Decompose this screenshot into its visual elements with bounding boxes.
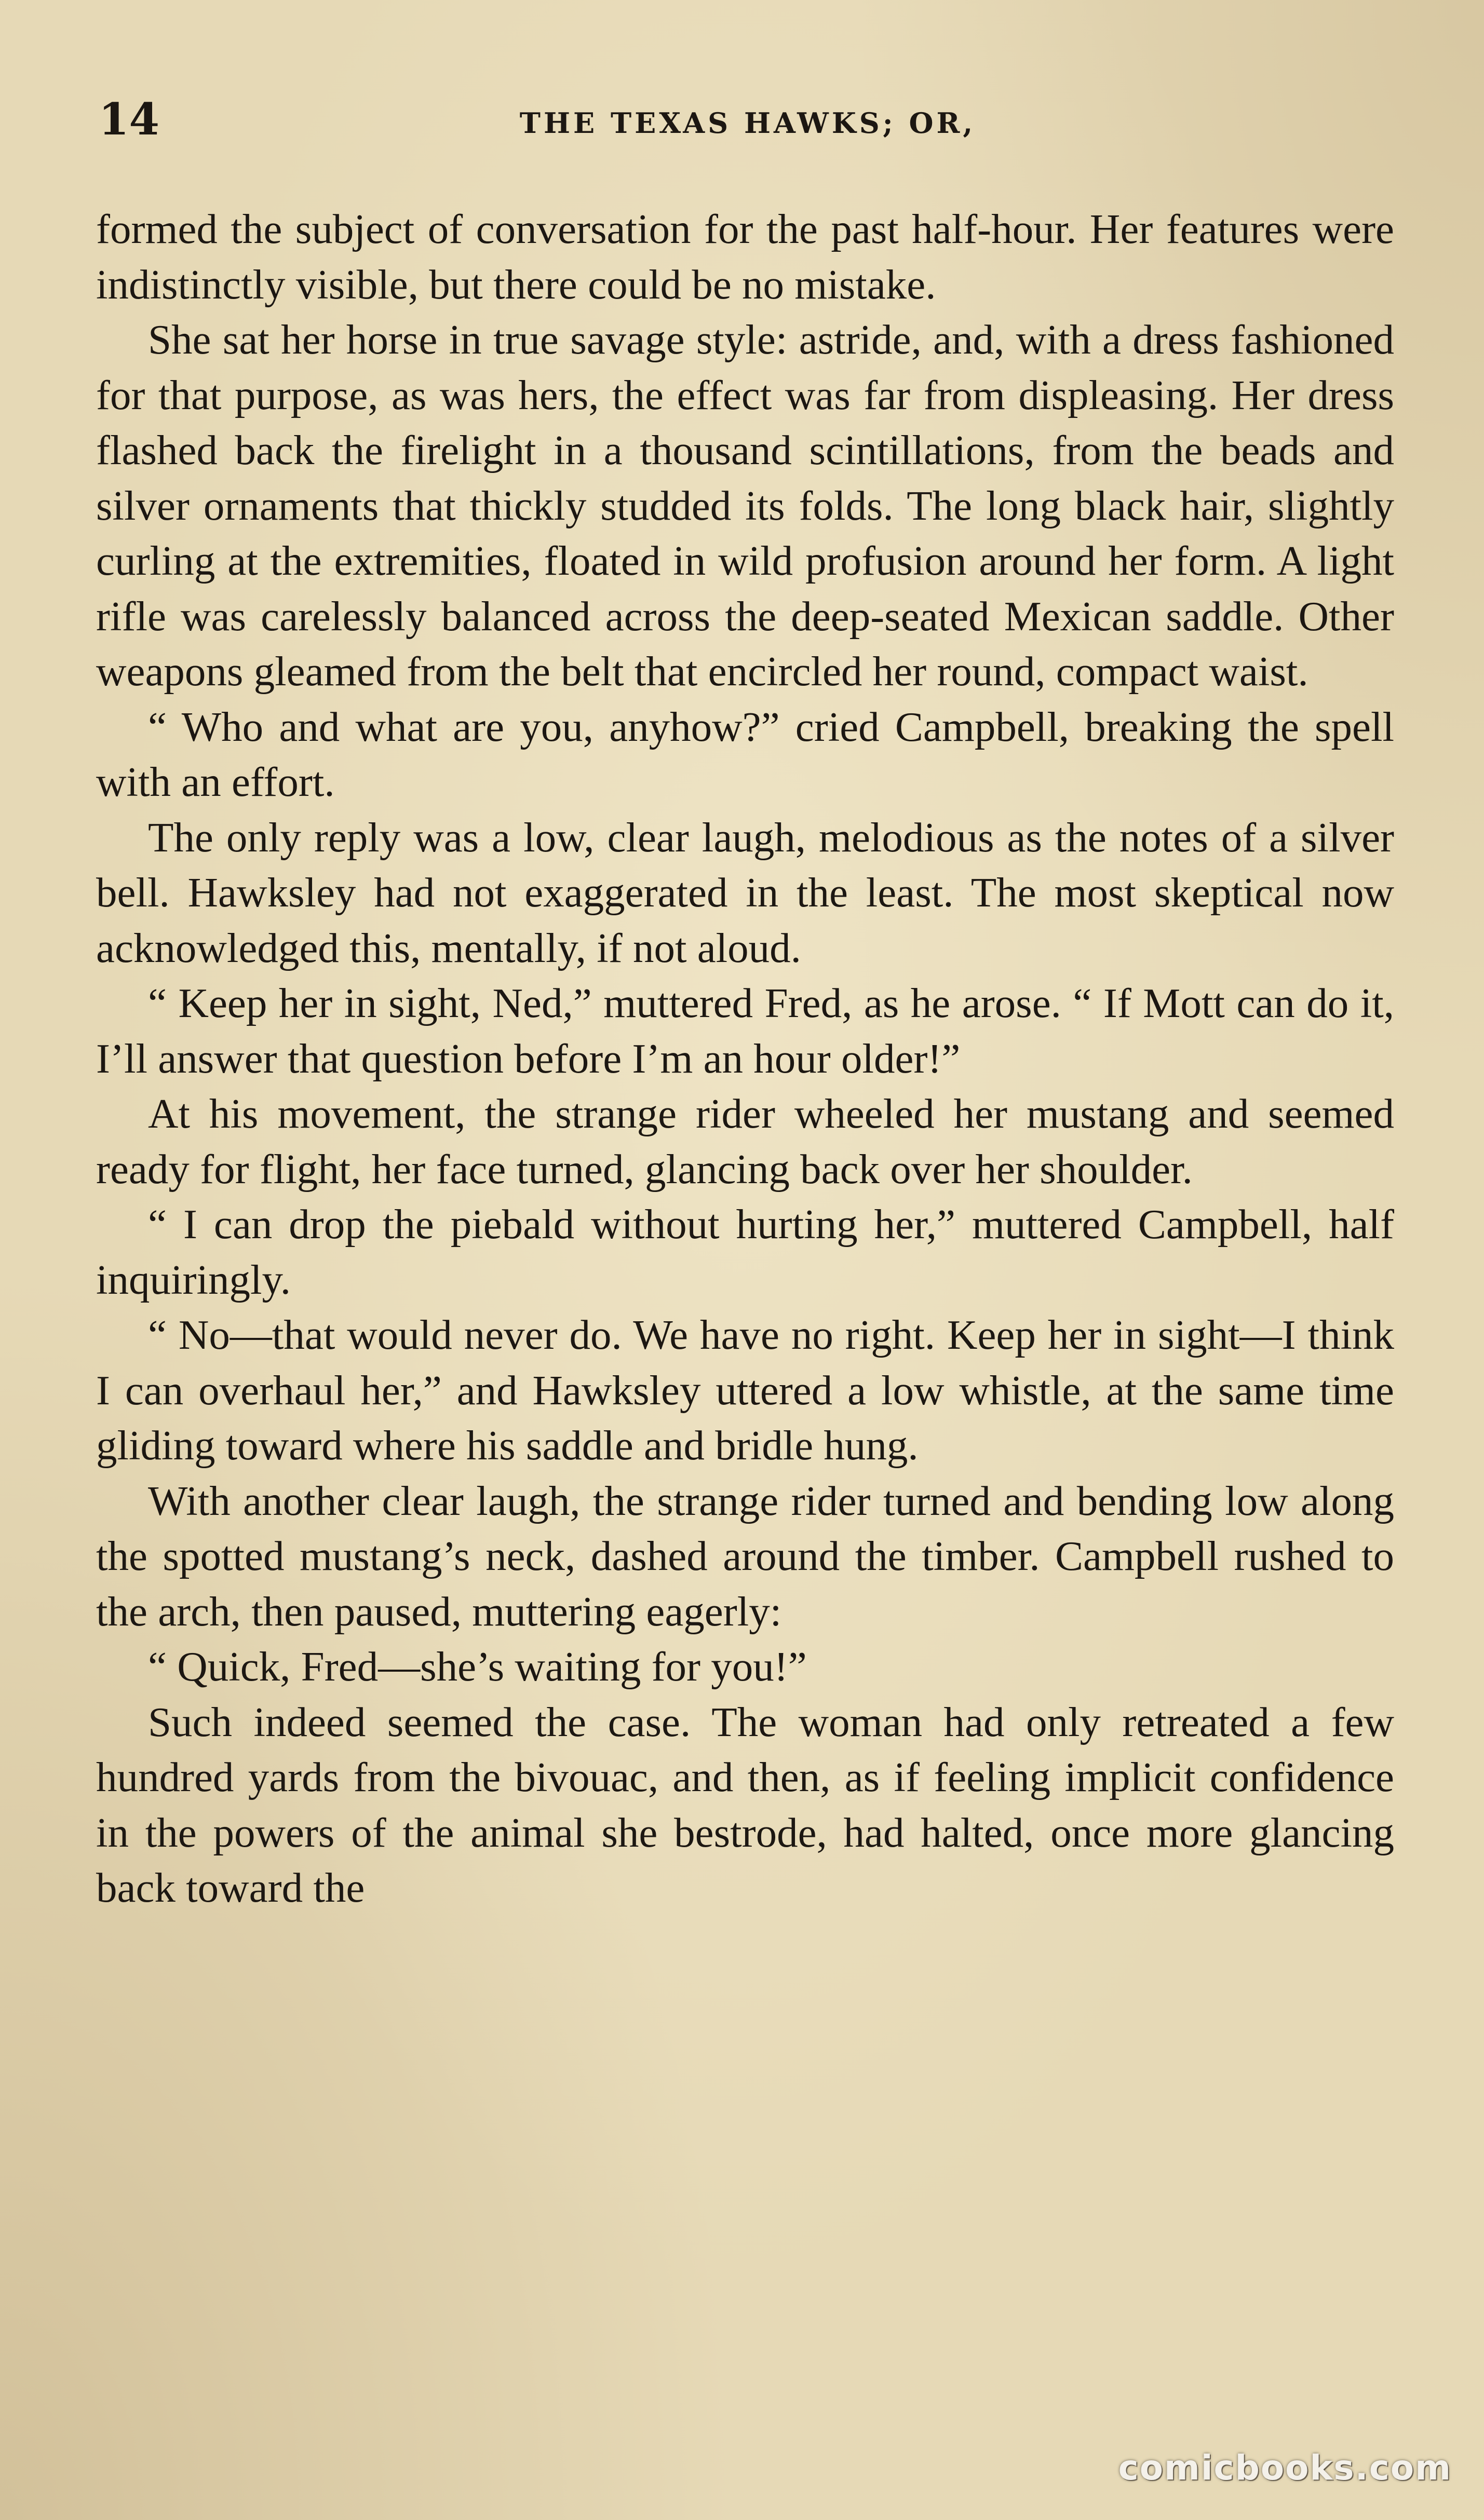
paragraph: “ Quick, Fred—she’s waiting for you!” (148, 1643, 807, 1690)
watermark: comicbooks.com (1118, 2448, 1452, 2488)
paragraph: formed the subject of conversation for the past half-hour. Her features were indistinctly visible, but there could be no mistake. (96, 206, 1394, 308)
paragraph: Such indeed seemed the case. The woman had only retreated a few hundred yards from the bivouac, and then, as if feeling implicit confidence in the powers of the animal she bestrode, had halted, once more glancing back toward the (96, 1698, 1394, 1911)
page-number: 14 (99, 93, 159, 145)
paragraph: At his movement, the strange rider wheeled her mustang and seemed ready for flight, her face turned, glancing back over her shoulder. (96, 1090, 1394, 1193)
paragraph: “ Keep her in sight, Ned,” muttered Fred, as he arose. “ If Mott can do it, I’ll answer that question before I’m an hour older!” (96, 980, 1394, 1082)
paragraph: The only reply was a low, clear laugh, melodious as the notes of a silver bell. Hawksley had not exaggerated in the least. The most skeptical now acknowledged this, mentally, if not aloud. (96, 814, 1394, 971)
paragraph: She sat her horse in true savage style: astride, and, with a dress fashioned for that purpose, as was hers, the effect was far from displeasing. Her dress flashed back the firelight in a thousand scintillations, from the beads and silver ornaments that thickly studded its folds. The long black hair, slightly curling at the extremities, floated in wild profusion around her form. A light rifle was carelessly balanced across the deep-seated Mexican saddle. Other weapons gleamed from the belt that encircled her round, compact waist. (96, 316, 1394, 695)
paragraph: “ I can drop the piebald without hurting her,” muttered Campbell, half inquiringly. (96, 1201, 1394, 1303)
paragraph: With another clear laugh, the strange rider turned and bending low along the spotted mustang’s neck, dashed around the timber. Campbell rushed to the arch, then paused, muttering eagerly: (96, 1477, 1394, 1635)
paragraph: “ Who and what are you, anyhow?” cried Campbell, breaking the spell with an effort. (96, 703, 1394, 805)
running-title: THE TEXAS HAWKS; OR, (519, 106, 976, 140)
body-text (96, 201, 1394, 1916)
running-head (99, 91, 1397, 148)
paragraph: “ No—that would never do. We have no right. Keep her in sight—I think I can overhaul her,” and Hawksley uttered a low whistle, at the same time gliding toward where his saddle and bridle hung. (96, 1311, 1394, 1469)
